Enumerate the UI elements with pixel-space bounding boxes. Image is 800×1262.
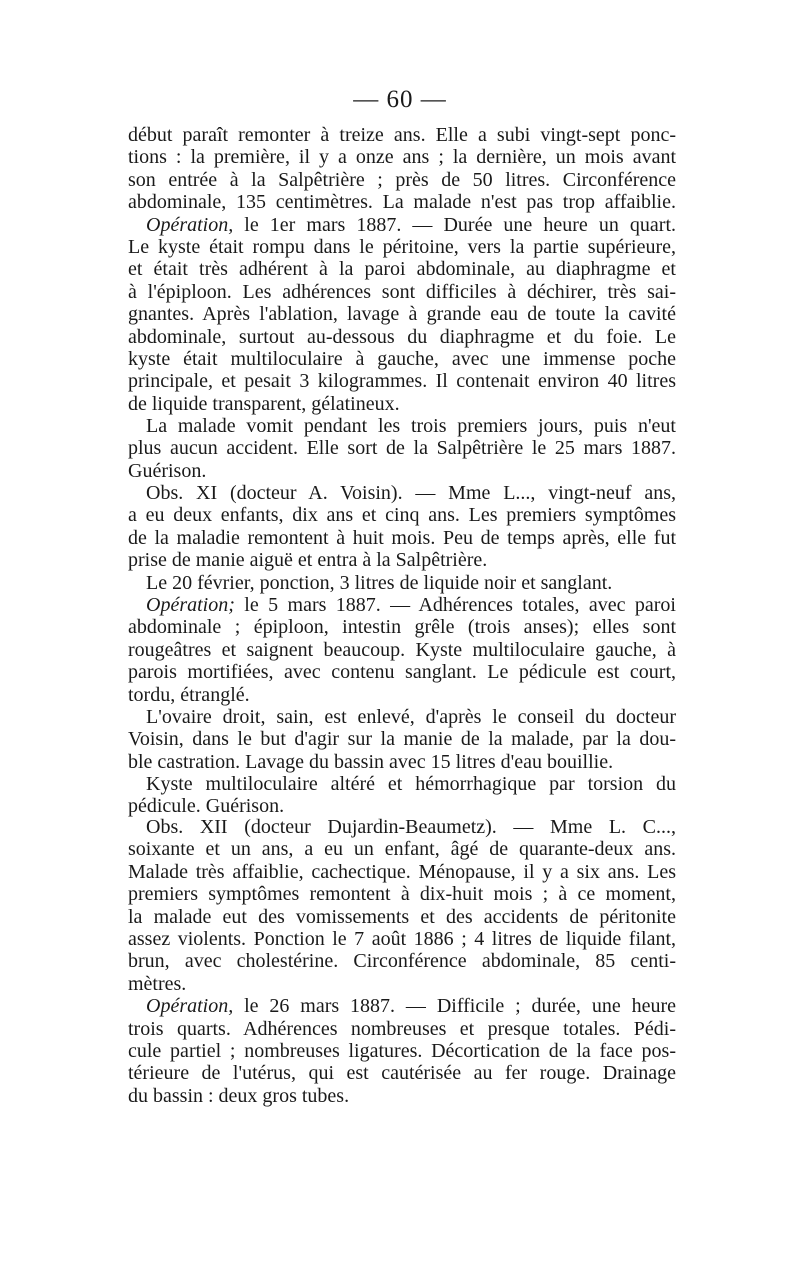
- text-line: prise de manie aiguë et entra à la Salpêtrière.: [128, 549, 488, 572]
- text-line: [128, 594, 676, 616]
- text-line: [128, 214, 676, 236]
- text-line: abdominale, 135 centimètres. La malade n'est pas trop affaiblie.: [128, 191, 676, 214]
- text-run: le 5 mars 1887. — Adhérences totales, avec paroi: [234, 593, 676, 616]
- text-line: trois quarts. Adhérences nombreuses et presque totales. Pédi-: [128, 1017, 676, 1040]
- text-line: abdominale, surtout au-dessous du diaphragme et du foie. Le: [128, 325, 676, 348]
- text-line: de la maladie remontent à huit mois. Peu de temps après, elle fut: [128, 526, 676, 549]
- text-line: tordu, étranglé.: [128, 683, 250, 706]
- text-line: du bassin : deux gros tubes.: [128, 1084, 350, 1107]
- text-line: rougeâtres et saignent beaucoup. Kyste multiloculaire gauche, à: [128, 638, 676, 661]
- text-line: abdominale ; épiploon, intestin grêle (trois anses); elles sont: [128, 616, 676, 639]
- observation-xii: [128, 816, 676, 1107]
- text-line: Guérison.: [128, 459, 207, 482]
- text-line: de liquide transparent, gélatineux.: [128, 392, 400, 415]
- text-line: la malade eut des vomissements et des accidents de péritonite: [128, 905, 676, 928]
- text-line: tions : la première, il y a onze ans ; la dernière, un mois avant: [128, 146, 676, 169]
- text-line: Le kyste était rompu dans le péritoine, vers la partie supérieure,: [128, 235, 676, 258]
- observation-continued: [128, 124, 676, 482]
- text-line: cule partiel ; nombreuses ligatures. Décortication de la face pos-: [128, 1039, 676, 1062]
- observation-heading-line: Obs. XI (docteur A. Voisin). — Mme L..., vingt-neuf ans,: [146, 482, 676, 504]
- text-line: ble castration. Lavage du bassin avec 15 litres d'eau bouillie.: [128, 750, 614, 773]
- text-line: Kyste multiloculaire altéré et hémorrhagique par torsion du: [146, 773, 676, 796]
- observation-xi: [128, 482, 676, 818]
- text-line: kyste était multiloculaire à gauche, avec une immense poche: [128, 347, 676, 370]
- text-line: principale, et pesait 3 kilogrammes. Il contenait environ 40 litres: [128, 370, 676, 393]
- text-line: son entrée à la Salpêtrière ; près de 50 litres. Circonférence: [128, 168, 676, 191]
- operation-heading: Opération,: [146, 213, 234, 236]
- text-line: premiers symptômes remontent à dix-huit mois ; à ce moment,: [128, 883, 676, 906]
- text-line: à l'épiploon. Les adhérences sont difficiles à déchirer, très sai-: [128, 280, 676, 303]
- text-line: début paraît remonter à treize ans. Elle a subi vingt-sept ponc-: [128, 124, 676, 146]
- text-line: soixante et un ans, a eu un enfant, âgé de quarante-deux ans.: [128, 838, 676, 861]
- text-line: La malade vomit pendant les trois premiers jours, puis n'eut: [146, 415, 676, 438]
- text-line: et était très adhérent à la paroi abdominale, au diaphragme et: [128, 258, 676, 281]
- text-run: le 26 mars 1887. — Difficile ; durée, une heure: [233, 995, 676, 1018]
- text-line: mètres.: [128, 972, 187, 995]
- text-line: a eu deux enfants, dix ans et cinq ans. Les premiers symptômes: [128, 504, 676, 527]
- text-line: Le 20 février, ponction, 3 litres de liquide noir et sanglant.: [146, 571, 613, 594]
- page-number: — 60 —: [353, 86, 447, 113]
- text-line: parois mortifiées, avec contenu sanglant. Le pédicule est court,: [128, 661, 676, 684]
- text-line: assez violents. Ponction le 7 août 1886 ; 4 litres de liquide filant,: [128, 927, 676, 950]
- text-line: pédicule. Guérison.: [128, 795, 285, 818]
- text-line: Malade très affaiblie, cachectique. Ménopause, il y a six ans. Les: [128, 860, 676, 883]
- operation-heading: Opération;: [146, 593, 235, 616]
- text-line: térieure de l'utérus, qui est cautérisée au fer rouge. Drainage: [128, 1062, 676, 1085]
- observation-heading-line: Obs. XII (docteur Dujardin-Beaumetz). — Mme L. C...,: [146, 816, 676, 838]
- text-line: [128, 995, 676, 1017]
- text-line: L'ovaire droit, sain, est enlevé, d'après le conseil du docteur: [146, 705, 676, 728]
- operation-heading: Opération,: [146, 995, 234, 1018]
- text-line: gnantes. Après l'ablation, lavage à grande eau de toute la cavité: [128, 303, 676, 326]
- text-line: brun, avec cholestérine. Circonférence abdominale, 85 centi-: [128, 950, 676, 973]
- text-line: Voisin, dans le but d'agir sur la manie de la malade, par la dou-: [128, 728, 676, 751]
- text-run: le 1er mars 1887. — Durée une heure un quart.: [233, 213, 676, 236]
- text-line: plus aucun accident. Elle sort de la Salpêtrière le 25 mars 1887.: [128, 437, 676, 460]
